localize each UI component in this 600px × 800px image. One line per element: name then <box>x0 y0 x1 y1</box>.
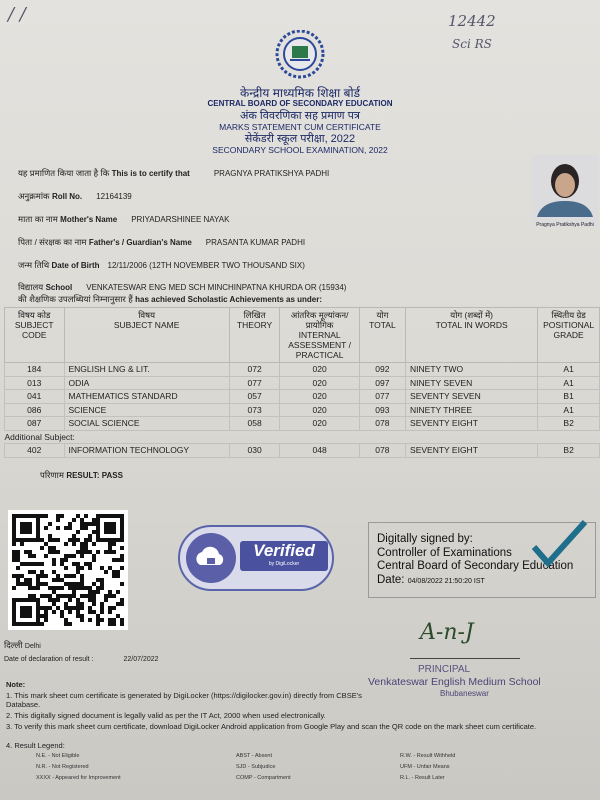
cell-internal: 048 <box>280 444 359 458</box>
cell-total: 092 <box>359 363 405 377</box>
legend-item: ABST - Absent <box>236 753 272 759</box>
column-header-english: TOTAL <box>369 320 396 330</box>
table-row <box>5 444 600 458</box>
cell-code: 087 <box>5 417 65 431</box>
handwritten-marks: / / <box>8 4 26 25</box>
cell-theory: 057 <box>229 390 280 404</box>
legend-item: N.E. - Not Eligible <box>36 753 80 759</box>
exam-hindi: सेकेंडरी स्कूल परीक्षा, 2022 <box>244 133 356 145</box>
additional-subject-row <box>5 430 600 444</box>
check-icon <box>529 519 589 569</box>
cell-words: SEVENTY EIGHT <box>406 417 538 431</box>
cell-internal: 020 <box>280 390 359 404</box>
cell-name: ODIA <box>64 376 229 390</box>
certify-label: This is to certify that <box>111 169 190 178</box>
school-label: School <box>45 283 73 292</box>
column-header <box>64 308 229 363</box>
date-of-birth: 12/11/2006 (12TH NOVEMBER TWO THOUSAND SIX) <box>107 261 305 270</box>
note-item: 3. To verify this mark sheet cum certificate, download DigiLocker Android application from Google Play and scan the QR code on the mark sheet cum certificate. <box>6 722 537 731</box>
board-name: CENTRAL BOARD OF SECONDARY EDUCATION <box>207 99 393 108</box>
signer-title: Controller of Examinations <box>377 546 512 559</box>
father-name: PRASANTA KUMAR PADHI <box>205 238 306 247</box>
cell-grade: B1 <box>538 390 600 404</box>
board-name-hindi: केन्द्रीय माध्यमिक शिक्षा बोर्ड <box>240 86 360 100</box>
cell-theory: 072 <box>229 363 280 377</box>
mother-row <box>18 214 229 225</box>
notes-title: Note: <box>6 680 26 689</box>
column-header-hindi: आंतरिक मूल्यांकन/प्रायोगिक <box>290 310 349 330</box>
cell-theory: 077 <box>229 376 280 390</box>
place <box>4 640 41 651</box>
verified-badge <box>178 525 334 591</box>
cell-name: SOCIAL SCIENCE <box>64 417 229 431</box>
sign-date-label: Date: <box>377 573 405 586</box>
cell-theory: 073 <box>229 403 280 417</box>
cloud-lock-icon <box>186 533 236 583</box>
handwritten-note: Sci RS <box>452 37 492 51</box>
cell-name: INFORMATION TECHNOLOGY <box>64 444 229 458</box>
table-header-row <box>5 308 600 363</box>
column-header-english: TOTAL IN WORDS <box>435 320 508 330</box>
verified-sub: by DigiLocker <box>268 561 300 567</box>
signer-org: Central Board of Secondary Education <box>377 560 574 572</box>
column-header <box>538 308 600 363</box>
dob-label: Date of Birth <box>51 261 100 270</box>
cell-words: NINETY TWO <box>406 363 538 377</box>
column-header-hindi: विषय कोड <box>18 310 51 320</box>
column-header-hindi: लिखित <box>243 310 266 320</box>
cell-grade: B2 <box>538 417 600 431</box>
document-title: MARKS STATEMENT CUM CERTIFICATE <box>219 122 381 132</box>
cell-grade: A1 <box>538 403 600 417</box>
legend-item: COMP - Compartment <box>236 775 291 781</box>
legend-item: R.L. - Result Later <box>400 775 445 781</box>
column-header-hindi: विषय <box>138 310 156 320</box>
legend-item: UFM - Unfair Means <box>400 764 450 770</box>
cell-internal: 020 <box>280 363 359 377</box>
certify-hindi: यह प्रमाणित किया जाता है कि <box>18 168 110 178</box>
note-item: 1. This mark sheet cum certificate is generated by DigiLocker (https://digilocker.gov.in) directly from CBSE's Database. <box>6 691 362 709</box>
dob-row <box>18 260 305 271</box>
column-header-english: THEORY <box>236 320 273 330</box>
cell-name: MATHEMATICS STANDARD <box>64 390 229 404</box>
table-row <box>5 417 600 431</box>
cell-grade: A1 <box>538 363 600 377</box>
verified-label <box>240 541 328 571</box>
table-row <box>5 403 600 417</box>
school-stamp: Venkateswar English Medium School <box>368 676 541 688</box>
cell-words: SEVENTY SEVEN <box>406 390 538 404</box>
column-header <box>359 308 405 363</box>
signature-line <box>410 658 520 659</box>
declaration-date: 22/07/2022 <box>123 656 159 663</box>
cell-theory: 030 <box>229 444 280 458</box>
qr-code <box>8 510 128 630</box>
mother-label: Mother's Name <box>60 215 118 224</box>
cell-code: 013 <box>5 376 65 390</box>
cell-total: 093 <box>359 403 405 417</box>
table-row <box>5 376 600 390</box>
cell-code: 086 <box>5 403 65 417</box>
photo-caption: Pragnya Pratikshya Padhi <box>536 222 594 228</box>
roll-hindi: अनुक्रमांक <box>18 191 50 201</box>
note-item: 2. This digitally signed document is legally valid as per the IT Act, 2000 when used electronically. <box>6 711 326 720</box>
cell-total: 078 <box>359 444 405 458</box>
result-label: RESULT: PASS <box>66 471 123 480</box>
cell-grade: A1 <box>538 376 600 390</box>
legend-item: SJD - Subjudice <box>236 764 276 770</box>
legend-item: N.R. - Not Registered <box>36 764 89 770</box>
cell-code: 041 <box>5 390 65 404</box>
column-header-english: SUBJECT NAME <box>113 320 180 330</box>
column-header-english: POSITIONAL GRADE <box>543 320 595 340</box>
roll-label: Roll No. <box>51 192 83 201</box>
column-header <box>229 308 280 363</box>
student-photo <box>532 155 598 227</box>
additional-subject-label: Additional Subject: <box>4 431 75 442</box>
father-row <box>18 237 305 248</box>
school-name: VENKATESWAR ENG MED SCH MINCHINPATNA KHURDA OR (15934) <box>86 283 347 292</box>
column-header-hindi: योग (शब्दों में) <box>450 310 493 320</box>
cell-words: NINETY THREE <box>406 403 538 417</box>
achievements-label: has achieved Scholastic Achievements as under: <box>135 295 323 304</box>
school-row <box>18 282 346 293</box>
cbse-logo-icon <box>270 30 330 82</box>
column-header-hindi: योग <box>376 310 389 320</box>
legend-item: R.W. - Result Withheld <box>400 753 456 759</box>
sign-date: 04/08/2022 21:50:20 IST <box>407 577 485 585</box>
result-hindi: परिणाम <box>40 470 64 480</box>
column-header-hindi: स्थितीय ग्रेड <box>551 310 586 320</box>
place-hindi: दिल्ली <box>4 640 23 650</box>
father-hindi: पिता / संरक्षक का नाम <box>18 237 87 247</box>
column-header <box>280 308 359 363</box>
declaration-row <box>4 656 159 663</box>
cell-theory: 058 <box>229 417 280 431</box>
mother-hindi: माता का नाम <box>18 214 58 224</box>
cell-internal: 020 <box>280 376 359 390</box>
father-label: Father's / Guardian's Name <box>88 238 192 247</box>
school-hindi: विद्यालय <box>18 282 44 292</box>
declaration-label: Date of declaration of result : <box>4 656 94 663</box>
cell-code: 184 <box>5 363 65 377</box>
achievements-hindi: की शैक्षणिक उपलब्धियां निम्नानुसार हैं <box>18 294 133 304</box>
note-item: 4. Result Legend: <box>6 741 65 750</box>
dob-hindi: जन्म तिथि <box>18 260 50 270</box>
roll-number: 12164139 <box>96 192 132 201</box>
cell-code: 402 <box>5 444 65 458</box>
stamp-place: Bhubaneswar <box>440 689 489 698</box>
cell-internal: 020 <box>280 417 359 431</box>
verified-text: Verified <box>253 541 315 560</box>
cell-name: ENGLISH LNG & LIT. <box>64 363 229 377</box>
principal-signature: A-n-J <box>420 620 474 645</box>
cell-internal: 020 <box>280 403 359 417</box>
title-hindi: अंक विवरणिका सह प्रमाण पत्र <box>240 110 360 122</box>
table-row <box>5 363 600 377</box>
cell-total: 077 <box>359 390 405 404</box>
handwritten-number: 12442 <box>448 12 496 30</box>
principal-title: PRINCIPAL <box>418 664 471 675</box>
digital-signature-box <box>368 522 596 598</box>
place-english: Delhi <box>24 643 41 650</box>
certify-row <box>18 168 329 179</box>
column-header-english: SUBJECT CODE <box>14 320 54 340</box>
exam-name: SECONDARY SCHOOL EXAMINATION, 2022 <box>212 145 388 155</box>
achievements-row <box>18 294 322 305</box>
cell-words: SEVENTY EIGHT <box>406 444 538 458</box>
cell-name: SCIENCE <box>64 403 229 417</box>
column-header <box>5 308 65 363</box>
cell-total: 097 <box>359 376 405 390</box>
cell-total: 078 <box>359 417 405 431</box>
cell-grade: B2 <box>538 444 600 458</box>
result-row <box>40 470 123 481</box>
legend-item: XXXX - Appeared for Improvement <box>36 775 121 781</box>
column-header-english: INTERNAL ASSESSMENT / PRACTICAL <box>288 330 351 360</box>
column-header <box>406 308 538 363</box>
signed-by: Digitally signed by: <box>377 533 473 545</box>
student-name: PRAGNYA PRATIKSHYA PADHI <box>213 169 330 178</box>
table-row <box>5 390 600 404</box>
marks-table <box>4 307 600 458</box>
cell-words: NINETY SEVEN <box>406 376 538 390</box>
roll-row <box>18 191 132 202</box>
mother-name: PRIYADARSHINEE NAYAK <box>131 215 230 224</box>
